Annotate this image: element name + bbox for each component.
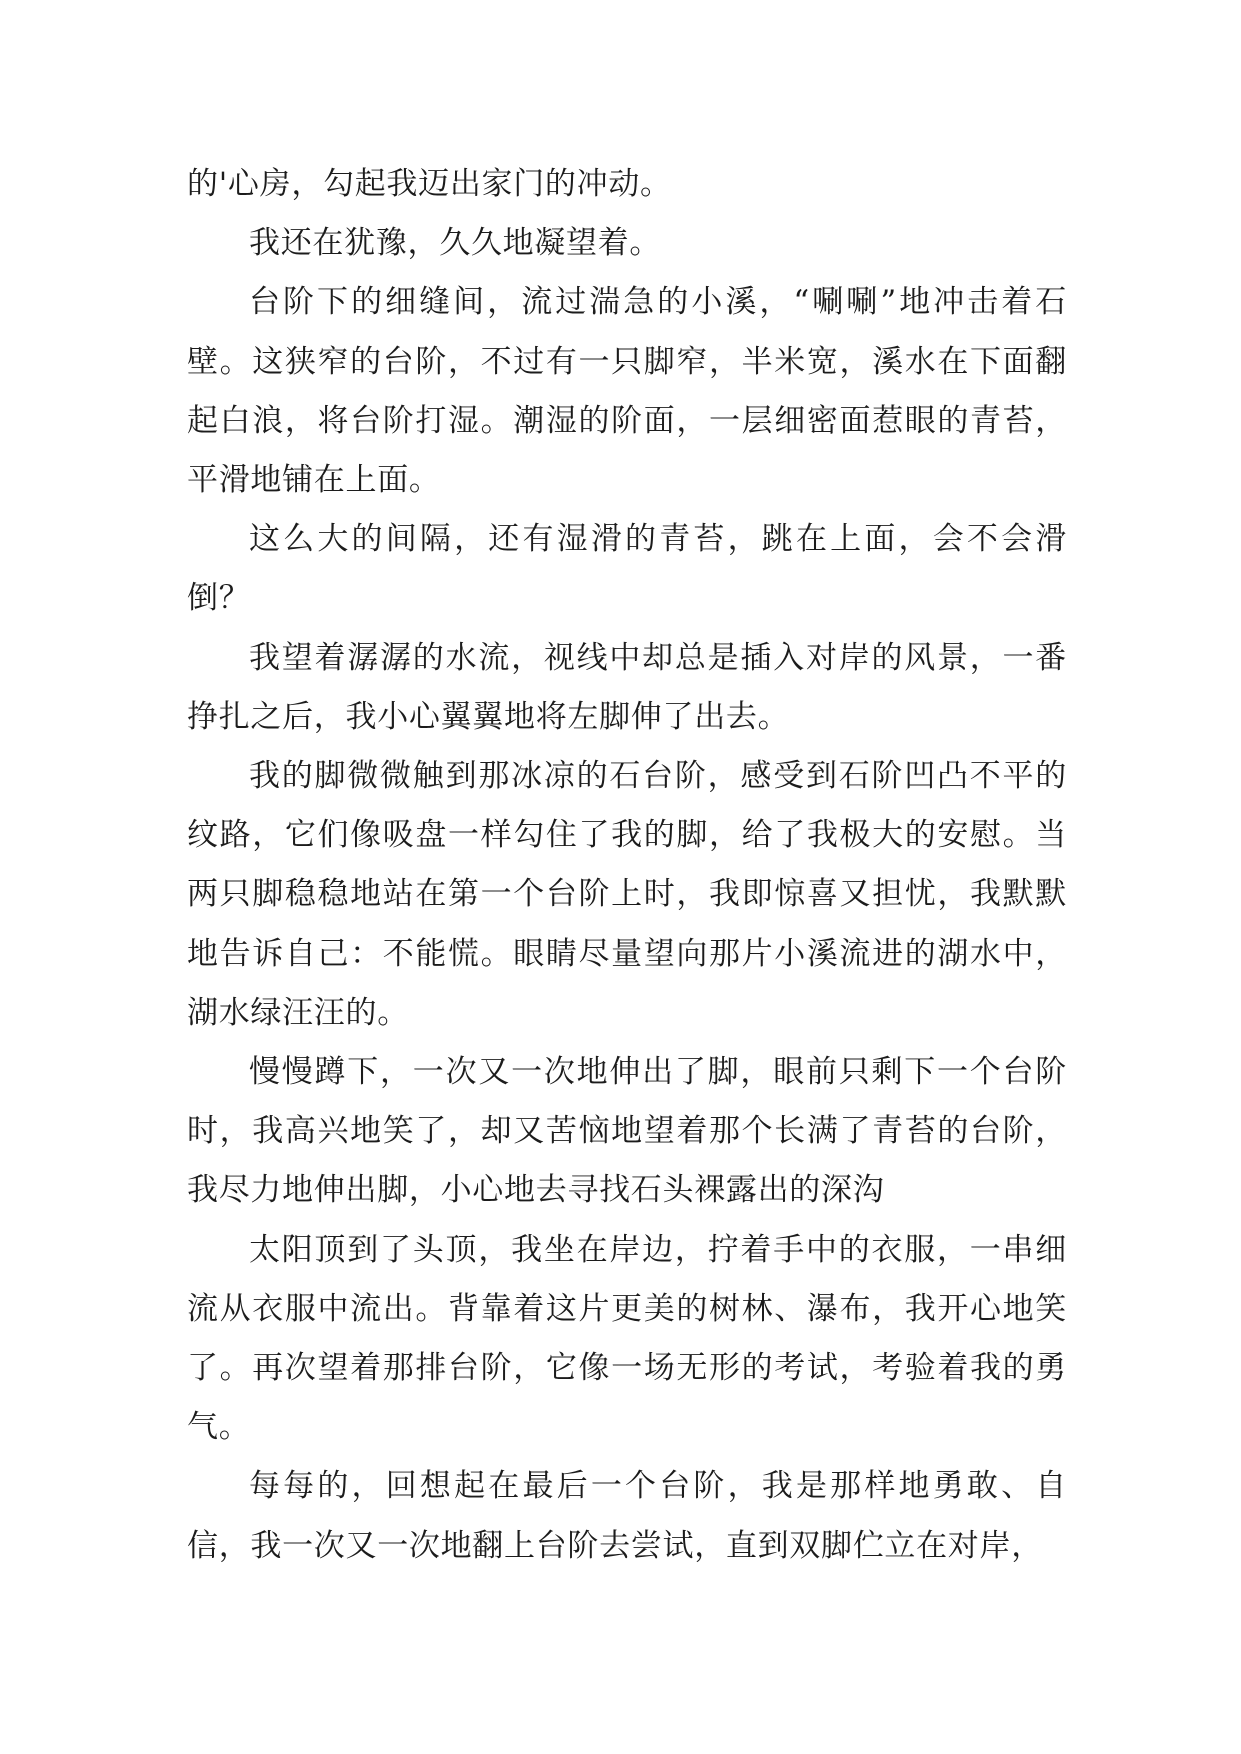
article-body: [187, 155, 1067, 1576]
paragraph-9: 每每的，回想起在最后一个台阶，我是那样地勇敢、自信，我一次又一次地翻上台阶去尝试，直到双脚伫立在对岸，: [187, 1468, 1067, 1564]
paragraph-1: 的'心房，勾起我迈出家门的冲动。: [187, 166, 672, 202]
paragraph-4: 这么大的间隔，还有湿滑的青苔，跳在上面，会不会滑倒？: [187, 521, 1067, 617]
paragraph-7: 慢慢蹲下，一次又一次地伸出了脚，眼前只剩下一个台阶时，我高兴地笑了，却又苦恼地望着那个长满了青苔的台阶，我尽力地伸出脚，小心地去寻找石头裸露出的深沟: [187, 1054, 1067, 1209]
paragraph-3: 台阶下的细缝间，流过湍急的小溪，“唰唰”地冲击着石壁。这狭窄的台阶，不过有一只脚窄，半米宽，溪水在下面翻起白浪，将台阶打湿。潮湿的阶面，一层细密面惹眼的青苔，平滑地铺在上面。: [187, 284, 1067, 499]
paragraph-2: 我还在犹豫，久久地凝望着。: [249, 225, 662, 262]
paragraph-8: 太阳顶到了头顶，我坐在岸边，拧着手中的衣服，一串细流从衣服中流出。背靠着这片更美的树林、瀑布，我开心地笑了。再次望着那排台阶，它像一场无形的考试，考验着我的勇气。: [187, 1231, 1067, 1446]
paragraph-6: 我的脚微微触到那冰凉的石台阶，感受到石阶凹凸不平的纹路，它们像吸盘一样勾住了我的脚，给了我极大的安慰。当两只脚稳稳地站在第一个台阶上时，我即惊喜又担忧，我默默地告诉自己：不能慌。眼睛尽量望向那片小溪流进的湖水中，湖水绿汪汪的。: [187, 758, 1067, 1031]
paragraph-5: 我望着潺潺的水流，视线中却总是插入对岸的风景，一番挣扎之后，我小心翼翼地将左脚伸了出去。: [187, 639, 1067, 735]
